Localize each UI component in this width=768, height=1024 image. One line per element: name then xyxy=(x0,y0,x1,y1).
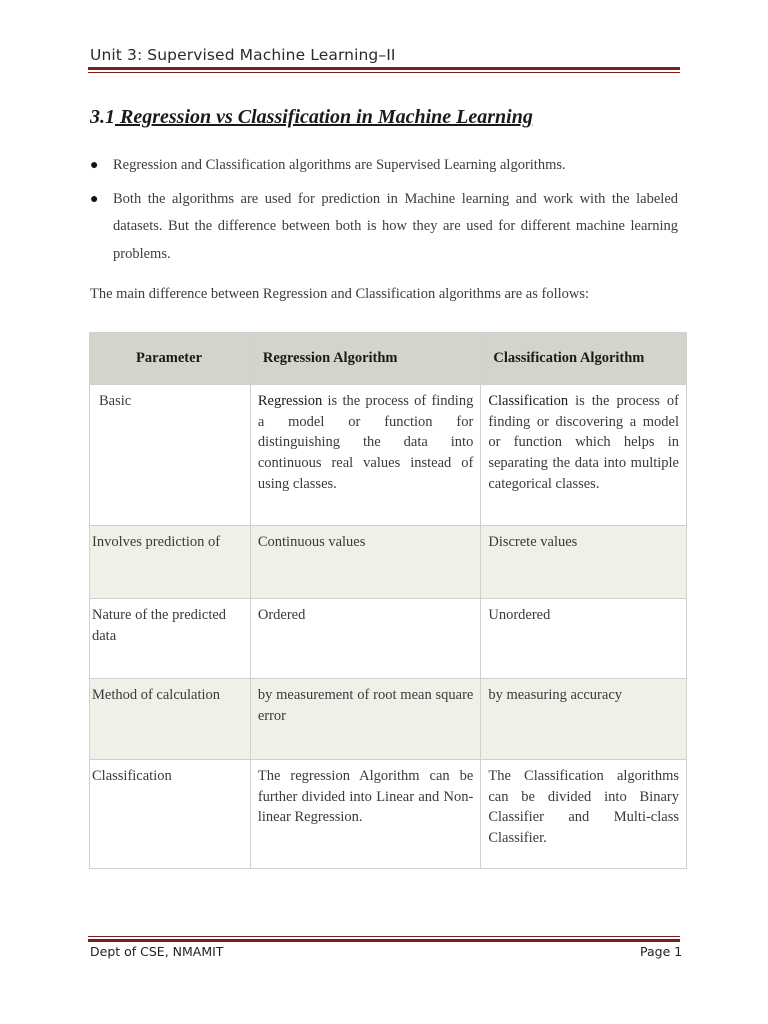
section-number: 3.1 xyxy=(90,106,115,128)
cell-parameter: Classification xyxy=(90,760,251,869)
footer-department: Dept of CSE, NMAMIT xyxy=(90,944,224,959)
bullet-list xyxy=(90,152,678,274)
cell-regression: by measurement of root mean square error xyxy=(250,679,481,760)
cell-classification: Unordered xyxy=(481,599,687,679)
intro-paragraph: The main difference between Regression and Classification algorithms are as follows: xyxy=(90,286,590,302)
header-regression: Regression Algorithm xyxy=(250,333,481,385)
cell-classification: Discrete values xyxy=(481,526,687,599)
table-header-row xyxy=(90,333,687,385)
cell-parameter: Method of calculation xyxy=(90,679,251,760)
table-row xyxy=(90,385,687,526)
header-rule-thin xyxy=(88,72,680,73)
cell-regression: Continuous values xyxy=(250,526,481,599)
header-rule-thick xyxy=(88,67,680,70)
bullet-item: ● Regression and Classification algorithms are Supervised Learning algorithms. xyxy=(90,152,678,180)
bullet-icon: ● xyxy=(90,158,99,173)
footer-rule-thin xyxy=(88,936,680,937)
table-row xyxy=(90,599,687,679)
cell-parameter: Nature of the predicted data xyxy=(90,599,251,679)
section-title: Regression vs Classification in Machine Learning xyxy=(120,106,533,128)
header-parameter: Parameter xyxy=(90,333,251,385)
comparison-table xyxy=(89,332,687,869)
cell-classification: The Classification algorithms can be divided into Binary Classifier and Multi-class Classifier. xyxy=(481,760,687,869)
footer-rule-thick xyxy=(88,939,680,942)
cell-classification: by measuring accuracy xyxy=(481,679,687,760)
table-row xyxy=(90,760,687,869)
table-row xyxy=(90,526,687,599)
cell-regression: Regression is the process of finding a model or function for distinguishing the data into continuous real values instead of using classes. xyxy=(250,385,481,526)
cell-regression: Ordered xyxy=(250,599,481,679)
running-header-title: Unit 3: Supervised Machine Learning–II xyxy=(90,46,396,64)
cell-parameter: Basic xyxy=(90,385,251,526)
bullet-item: ● Both the algorithms are used for prediction in Machine learning and work with the labeled datasets. But the difference between both is how they are used for different machine learning problems. xyxy=(90,186,678,269)
footer-page-number: Page 1 xyxy=(640,944,683,959)
cell-classification: Classification is the process of finding or discovering a model or function which helps in separating the data into multiple categorical classes. xyxy=(481,385,687,526)
header-classification: Classification Algorithm xyxy=(481,333,687,385)
bullet-icon: ● xyxy=(90,191,99,207)
cell-regression: The regression Algorithm can be further divided into Linear and Non-linear Regression. xyxy=(250,760,481,869)
table-row xyxy=(90,679,687,760)
section-heading xyxy=(90,106,533,129)
cell-parameter: Involves prediction of xyxy=(90,526,251,599)
